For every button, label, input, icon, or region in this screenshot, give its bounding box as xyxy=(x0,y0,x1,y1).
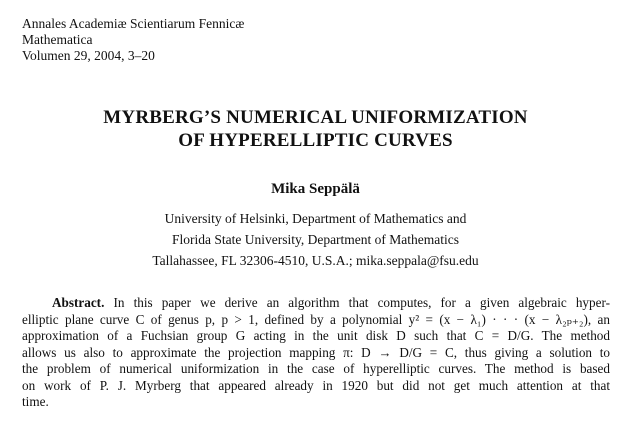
paper-title-line-1: MYRBERG’S NUMERICAL UNIFORMIZATION xyxy=(103,107,528,128)
abstract-heading: Abstract. xyxy=(52,295,105,310)
journal-series: Mathematica xyxy=(22,32,93,47)
journal-header xyxy=(22,16,244,64)
affiliation-line-1: University of Helsinki, Department of Mathematics and xyxy=(164,211,467,226)
abstract xyxy=(22,295,610,411)
affiliation-line-2: Florida State University, Department of Mathematics xyxy=(171,232,460,247)
abstract-line-text: In this paper we derive an algorithm that computes, for a given algebraic hyper- xyxy=(113,295,610,310)
affiliation-line-3: Tallahassee, FL 32306-4510, U.S.A.; mika.seppala@fsu.edu xyxy=(152,253,479,268)
abstract-line: elliptic plane curve C of genus p, p > 1, defined by a polynomial y² = (x − λ₁) · · · (x − λ₂ₚ₊₂), an xyxy=(22,311,610,327)
paper-title xyxy=(0,106,631,152)
abstract-line: allows us also to approximate the projection mapping π: D → D/G = C, thus giving a solution to xyxy=(22,344,610,360)
abstract-line: the problem of numerical uniformization in the case of hyperelliptic curves. The method is based xyxy=(22,361,610,376)
author-name: Mika Seppälä xyxy=(271,181,360,197)
abstract-line xyxy=(22,295,610,312)
paper-title-line-2: OF HYPERELLIPTIC CURVES xyxy=(178,130,453,151)
abstract-line: on work of P. J. Myrberg that appeared already in 1920 but did not get much attention at that xyxy=(22,377,610,393)
journal-volume: Volumen 29, 2004, 3–20 xyxy=(22,48,155,63)
journal-name: Annales Academiæ Scientiarum Fennicæ xyxy=(22,16,245,31)
abstract-line: approximation of a Fuchsian group G acting in the unit disk D such that C = D/G. The method xyxy=(22,328,610,343)
abstract-line: time. xyxy=(22,394,49,409)
author-affiliation xyxy=(0,208,631,271)
